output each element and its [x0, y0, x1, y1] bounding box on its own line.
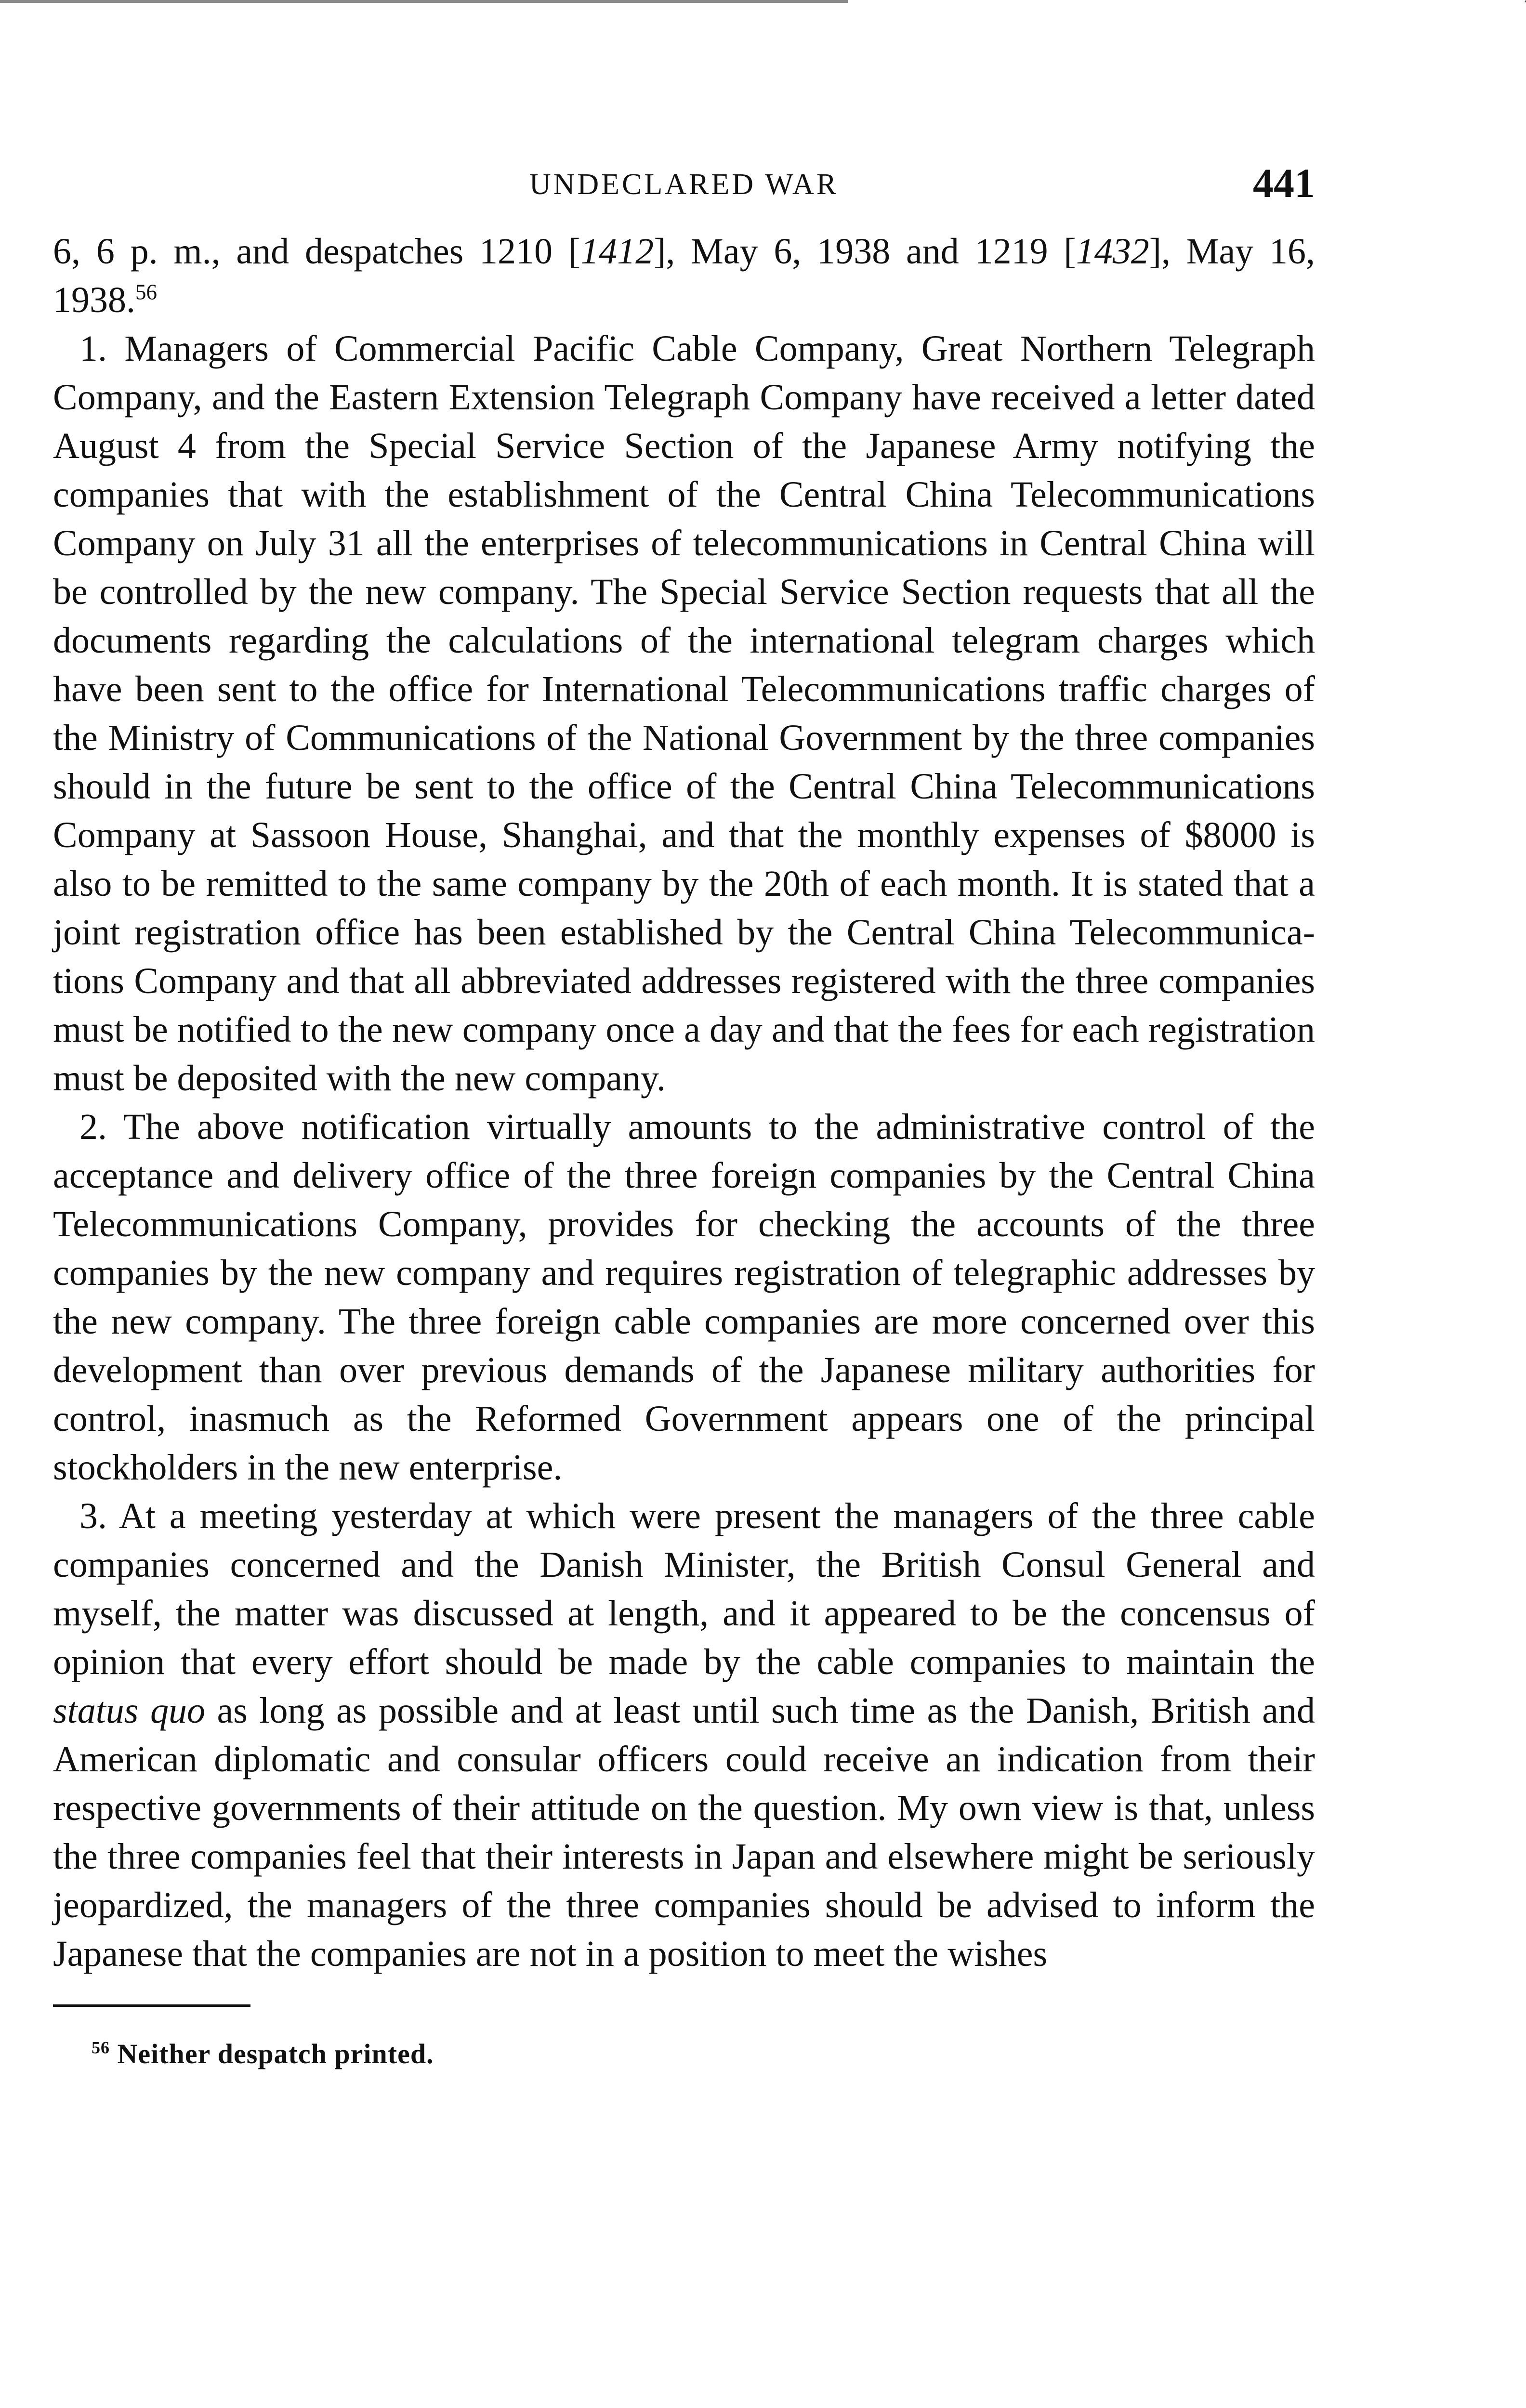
document-page — [53, 159, 1315, 2070]
footnote-divider — [53, 2004, 250, 2007]
intro-suffix: ], May 16, 1938. — [53, 231, 1315, 320]
despatch-reference-1412: 1412 — [580, 231, 654, 272]
running-head — [53, 159, 1315, 212]
status-quo-phrase: status quo — [53, 1690, 205, 1731]
footnote-text: Neither despatch printed. — [117, 2038, 434, 2069]
despatch-reference-1432: 1432 — [1076, 231, 1149, 272]
intro-paragraph — [53, 227, 1315, 325]
running-title: UNDECLARED WAR — [529, 168, 839, 201]
scan-top-rule — [0, 0, 848, 3]
paragraph-3-text-before-status: 3. At a meeting yesterday at which were present the managers of the three cable companies concerned and the Danish Minister, the British Consul General and myself, the matter was discussed at length, and it appeared to be the concensus of opinion that every effort should be made by the cable companies to maintain the — [53, 1496, 1315, 1682]
intro-middle: ], May 6, 1938 and 1219 [ — [654, 231, 1076, 272]
page-number: 441 — [1253, 160, 1315, 206]
document-body — [53, 227, 1315, 1978]
intro-prefix: 6, 6 p. m., and despatches 1210 [ — [53, 231, 581, 272]
paragraph-3 — [53, 1492, 1315, 1978]
footnote — [92, 2038, 1315, 2070]
scan-corner-mark — [1516, 0, 1526, 19]
paragraph-1: 1. Managers of Commercial Pacific Cable Company, Great Northern Telegraph Company, and the Eastern Extension Telegraph Company have received a letter dated August 4 from the Special Service Section of the Japanese Army notifying the companies that with the establishment of the Central China Telecommunications Company on July 31 all the enterprises of telecommunications in Central China will be controlled by the new company. The Special Service Section requests that all the documents regarding the calculations of the international telegram charges which have been sent to the office for International Telecommunications traffic charges of the Ministry of Communications of the National Government by the three companies should in the future be sent to the office of the Central China Telecommunications Company at Sassoon House, Shanghai, and that the monthly expenses of $8000 is also to be remitted to the same company by the 20th of each month. It is stated that a joint registration office has been established by the Central China Telecommunications Company and that all abbreviated addresses registered with the three companies must be notified to the new company once a day and that the fees for each registration must be deposited with the new company. — [53, 328, 1315, 1099]
paragraph-2: 2. The above notification virtually amounts to the administrative control of the acceptance and delivery office of the three foreign companies by the Central China Telecommunications Company, provides for checking the accounts of the three companies by the new company and requires registration of telegraphic addresses by the new company. The three foreign cable companies are more concerned over this development than over previous demands of the Japanese military authorities for control, inasmuch as the Reformed Government appears one of the principal stockholders in the new enterprise. — [53, 1107, 1315, 1488]
paragraph-3-text-after-status: as long as possible and at least until such time as the Danish, British and American diplomatic and consular officers could receive an indication from their respective governments of their attitude on the question. My own view is that, unless the three companies feel that their interests in Japan and elsewhere might be seriously jeopardized, the managers of the three companies should be advised to inform the Japanese that the companies are not in a position to meet the wishes — [53, 1690, 1315, 1974]
footnote-number: 56 — [92, 2038, 110, 2057]
footnote-reference: 56 — [135, 280, 157, 304]
